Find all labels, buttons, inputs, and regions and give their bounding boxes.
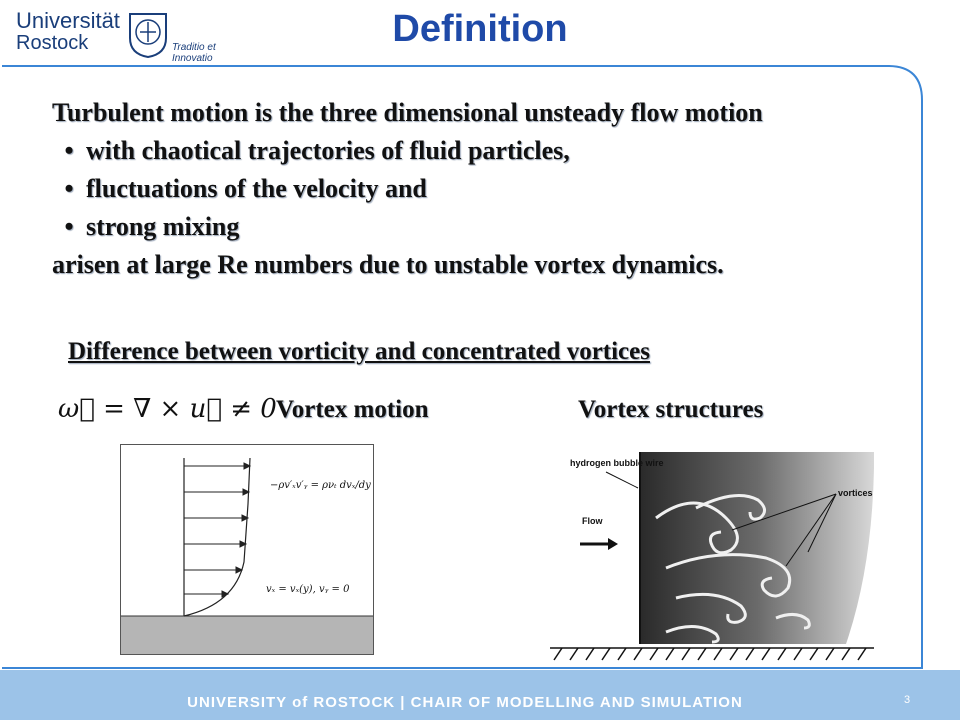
vortices-label: vortices [838,488,873,498]
vorticity-formula: ω⃗ = ∇ × u⃗ ≠ 0 [58,394,277,424]
flow-arrow-icon [580,538,618,550]
flow-region [640,452,874,644]
footer-bar [0,670,960,720]
intro-line: Turbulent motion is the three dimensional unsteady flow motion [52,98,763,127]
bullet-text: with chaotical trajectories of fluid particles, [86,136,570,165]
ground-hatching [550,648,874,660]
bullet-dot-icon: • [64,136,74,165]
wire-leader-line [606,472,638,488]
section-subheading: Difference between vorticity and concentrated vortices [68,338,650,365]
bullet-dot-icon: • [64,174,74,203]
vortex-structures-label: Vortex structures [578,396,764,423]
vortex-structures-figure [546,448,876,664]
bullet-text: strong mixing [86,212,240,241]
logo-line-2: Rostock [16,32,89,54]
page-number: 3 [904,694,911,706]
bullet-dot-icon: • [64,212,74,241]
bullet-item [52,136,902,174]
vortex-motion-label: Vortex motion [276,396,429,423]
page-title: Definition [392,8,568,50]
logo-motto: Traditio et Innovatio [172,42,216,64]
footer-text: UNIVERSITY of ROSTOCK | CHAIR OF MODELLING AND SIMULATION [187,694,743,711]
bullet-text: fluctuations of the velocity and [86,174,427,203]
bullet-item [52,212,902,250]
conclusion-line: arisen at large Re numbers due to unstable vortex dynamics. [52,250,724,279]
logo-line-1: Universität [16,8,120,33]
bullet-item [52,174,902,212]
hydrogen-bubble-wire-label: hydrogen bubble wire [570,458,664,468]
flow-label: Flow [582,516,603,526]
wall-region [121,616,373,654]
velocity-profile-figure [120,444,376,658]
reynolds-stress-equation: −ρv′ₓv′ᵧ = ρνₜ dvₓ/dy [270,480,371,491]
definition-text [52,98,902,288]
velocity-profile-equation: vₓ = vₓ(y), vᵧ = 0 [266,584,350,595]
